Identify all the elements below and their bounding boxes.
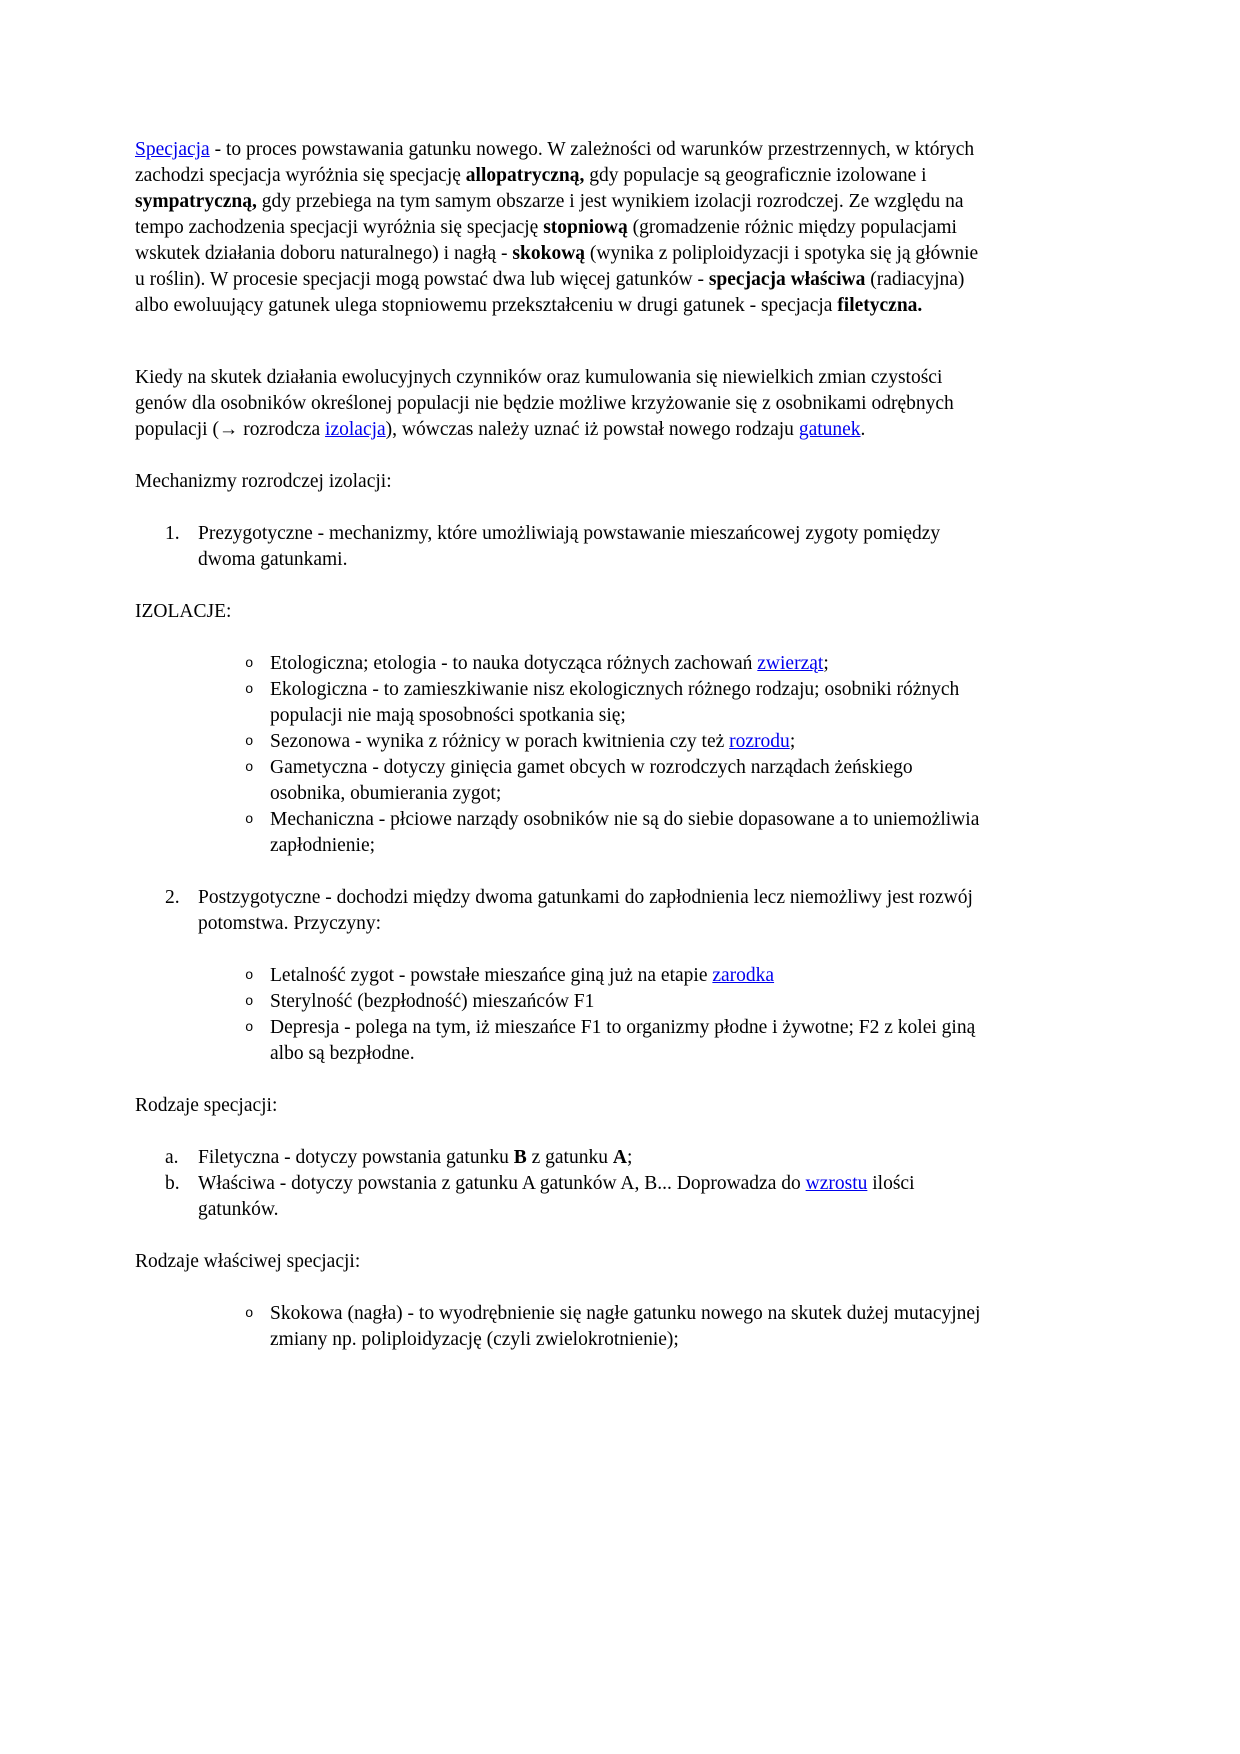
bullet-marker: o bbox=[245, 1306, 254, 1322]
bold-text: sympatryczną, bbox=[135, 191, 257, 212]
text-run: Filetyczna - dotyczy powstania gatunku bbox=[198, 1147, 514, 1168]
text-run: IZOLACJE: bbox=[135, 601, 232, 622]
list-marker: a. bbox=[165, 1147, 179, 1168]
list-marker: b. bbox=[165, 1173, 180, 1194]
text-run: ; bbox=[823, 653, 829, 674]
bullet-letalnosc bbox=[135, 963, 982, 989]
bold-text: filetyczna. bbox=[837, 295, 923, 316]
list-item-prezygotyczne bbox=[135, 521, 982, 573]
bold-text: stopniową bbox=[543, 217, 628, 238]
text-run: (wynika z poliploidyzacji i spotyka się ją głównie u roślin). W procesie specjacji mogą powstać dwa lub więcej gatunków - bbox=[135, 243, 979, 290]
bullet-marker: o bbox=[245, 682, 254, 698]
inline-link[interactable]: Specjacja bbox=[135, 139, 210, 160]
bullet-sezonowa bbox=[135, 729, 982, 755]
text-run: Mechaniczna - płciowe narządy osobników nie są do siebie dopasowane a to uniemożliwia zapłodnienie; bbox=[270, 809, 980, 856]
text-run: Sezonowa - wynika z różnicy w porach kwitnienia czy też bbox=[270, 731, 730, 752]
bullet-marker: o bbox=[245, 734, 254, 750]
bold-text: specjacja właściwa bbox=[708, 269, 866, 290]
inline-link[interactable]: zwierząt bbox=[757, 653, 824, 674]
list-item-text bbox=[198, 1171, 982, 1223]
text-run: Etologiczna; etologia - to nauka dotycząca różnych zachowań bbox=[270, 653, 758, 674]
bullet-marker: o bbox=[245, 812, 254, 828]
inline-link[interactable]: gatunek bbox=[798, 419, 861, 440]
list-item-text bbox=[198, 1145, 982, 1171]
text-run: (gromadzenie różnic między populacjami wskutek działania doboru naturalnego) i nagłą - bbox=[135, 217, 957, 264]
heading-rodzaje-specjacji bbox=[135, 1093, 982, 1119]
inline-link[interactable]: zarodka bbox=[712, 965, 775, 986]
heading-rodzaje-wlasciwej bbox=[135, 1249, 982, 1275]
text-run: Sterylność (bezpłodność) mieszańców F1 bbox=[270, 991, 595, 1012]
bold-text: skokową bbox=[512, 243, 586, 264]
intro-paragraph bbox=[135, 137, 982, 319]
bullet-gametyczna bbox=[135, 755, 982, 807]
bullet-marker: o bbox=[245, 760, 254, 776]
text-run: Kiedy na skutek działania ewolucyjnych czynników oraz kumulowania się niewielkich zmian czystości genów dla osobników określonej populacji nie będzie możliwe krzyżowanie się z osobnikami odrębnych populacji (→ rozrodcza bbox=[135, 367, 954, 440]
list-item-text bbox=[270, 677, 982, 729]
list-marker: 1. bbox=[165, 523, 180, 544]
text-run: ; bbox=[789, 731, 796, 752]
list-item-text bbox=[270, 729, 982, 755]
list-item-text bbox=[270, 989, 982, 1015]
list-item-text bbox=[198, 521, 982, 573]
text-run: Ekologiczna - to zamieszkiwanie nisz ekologicznych różnego rodzaju; osobniki różnych populacji nie mają sposobności spotkania się; bbox=[270, 679, 960, 726]
text-run: Letalność zygot - powstałe mieszańce giną już na etapie bbox=[270, 965, 713, 986]
list-item-text bbox=[198, 885, 982, 937]
text-run: gdy przebiega na tym samym obszarze i jest wynikiem izolacji rozrodczej. Ze względu na tempo zachodzenia specjacji wyróżnia się specjację bbox=[135, 191, 964, 238]
list-item-text bbox=[270, 1015, 982, 1067]
text-run: Skokowa (nagła) - to wyodrębnienie się nagłe gatunku nowego na skutek dużej mutacyjnej zmiany np. poliploidyzację (czyli zwielokrotnienie); bbox=[270, 1303, 981, 1350]
bullet-marker: o bbox=[245, 1020, 254, 1036]
bullet-marker: o bbox=[245, 656, 254, 672]
list-item-postzygotyczne bbox=[135, 885, 982, 937]
bold-text: B bbox=[513, 1147, 527, 1168]
text-run: Depresja - polega na tym, iż mieszańce F1 to organizmy płodne i żywotne; F2 z kolei giną albo są bezpłodne. bbox=[270, 1017, 976, 1064]
inline-link[interactable]: rozrodu bbox=[729, 731, 790, 752]
text-run: Właściwa - dotyczy powstania z gatunku A gatunków A, B... Doprowadza do bbox=[198, 1173, 806, 1194]
list-item-filetyczna bbox=[135, 1145, 982, 1171]
text-run: Gametyczna - dotyczy ginięcia gamet obcych w rozrodczych narządach żeńskiego osobnika, obumierania zygot; bbox=[270, 757, 913, 804]
bullet-mechaniczna bbox=[135, 807, 982, 859]
list-item-text bbox=[270, 963, 982, 989]
bullet-marker: o bbox=[245, 968, 254, 984]
bullet-etologiczna bbox=[135, 651, 982, 677]
bullet-sterylnosc bbox=[135, 989, 982, 1015]
bold-text: A bbox=[612, 1147, 627, 1168]
inline-link[interactable]: wzrostu bbox=[805, 1173, 868, 1194]
bullet-skokowa bbox=[135, 1301, 982, 1353]
list-item-text bbox=[270, 807, 982, 859]
text-run: ), wówczas należy uznać iż powstał nowego rodzaju bbox=[385, 419, 799, 440]
list-marker: 2. bbox=[165, 887, 180, 908]
heading-mechanisms bbox=[135, 469, 982, 495]
heading-izolacje bbox=[135, 599, 982, 625]
bold-text: allopatryczną, bbox=[465, 165, 585, 186]
text-run: (radiacyjna) albo ewoluujący gatunek ulega stopniowemu przekształceniu w drugi gatunek - specjacja bbox=[135, 269, 965, 316]
text-run: ilości gatunków. bbox=[198, 1173, 915, 1220]
list-item-wlasciwa bbox=[135, 1171, 982, 1223]
text-run: Rodzaje specjacji: bbox=[135, 1095, 278, 1116]
isolation-paragraph bbox=[135, 365, 982, 443]
text-run: Mechanizmy rozrodczej izolacji: bbox=[135, 471, 392, 492]
text-run: gdy populacje są geograficznie izolowane i bbox=[584, 165, 927, 186]
list-item-text bbox=[270, 1301, 982, 1353]
list-item-text bbox=[270, 755, 982, 807]
text-run: Postzygotyczne - dochodzi między dwoma gatunkami do zapłodnienia lecz niemożliwy jest rozwój potomstwa. Przyczyny: bbox=[198, 887, 973, 934]
inline-link[interactable]: izolacja bbox=[325, 419, 386, 440]
text-run: Rodzaje właściwej specjacji: bbox=[135, 1251, 361, 1272]
bullet-depresja bbox=[135, 1015, 982, 1067]
text-run: ; bbox=[626, 1147, 633, 1168]
text-run: z gatunku bbox=[526, 1147, 613, 1168]
bullet-ekologiczna bbox=[135, 677, 982, 729]
list-item-text bbox=[270, 651, 982, 677]
text-run: - to proces powstawania gatunku nowego. W zależności od warunków przestrzennych, w których zachodzi specjacja wyróżnia się specjację bbox=[135, 139, 975, 186]
text-run: . bbox=[860, 419, 866, 440]
text-run: Prezygotyczne - mechanizmy, które umożliwiają powstawanie mieszańcowej zygoty pomiędzy dwoma gatunkami. bbox=[198, 523, 941, 570]
bullet-marker: o bbox=[245, 994, 254, 1010]
